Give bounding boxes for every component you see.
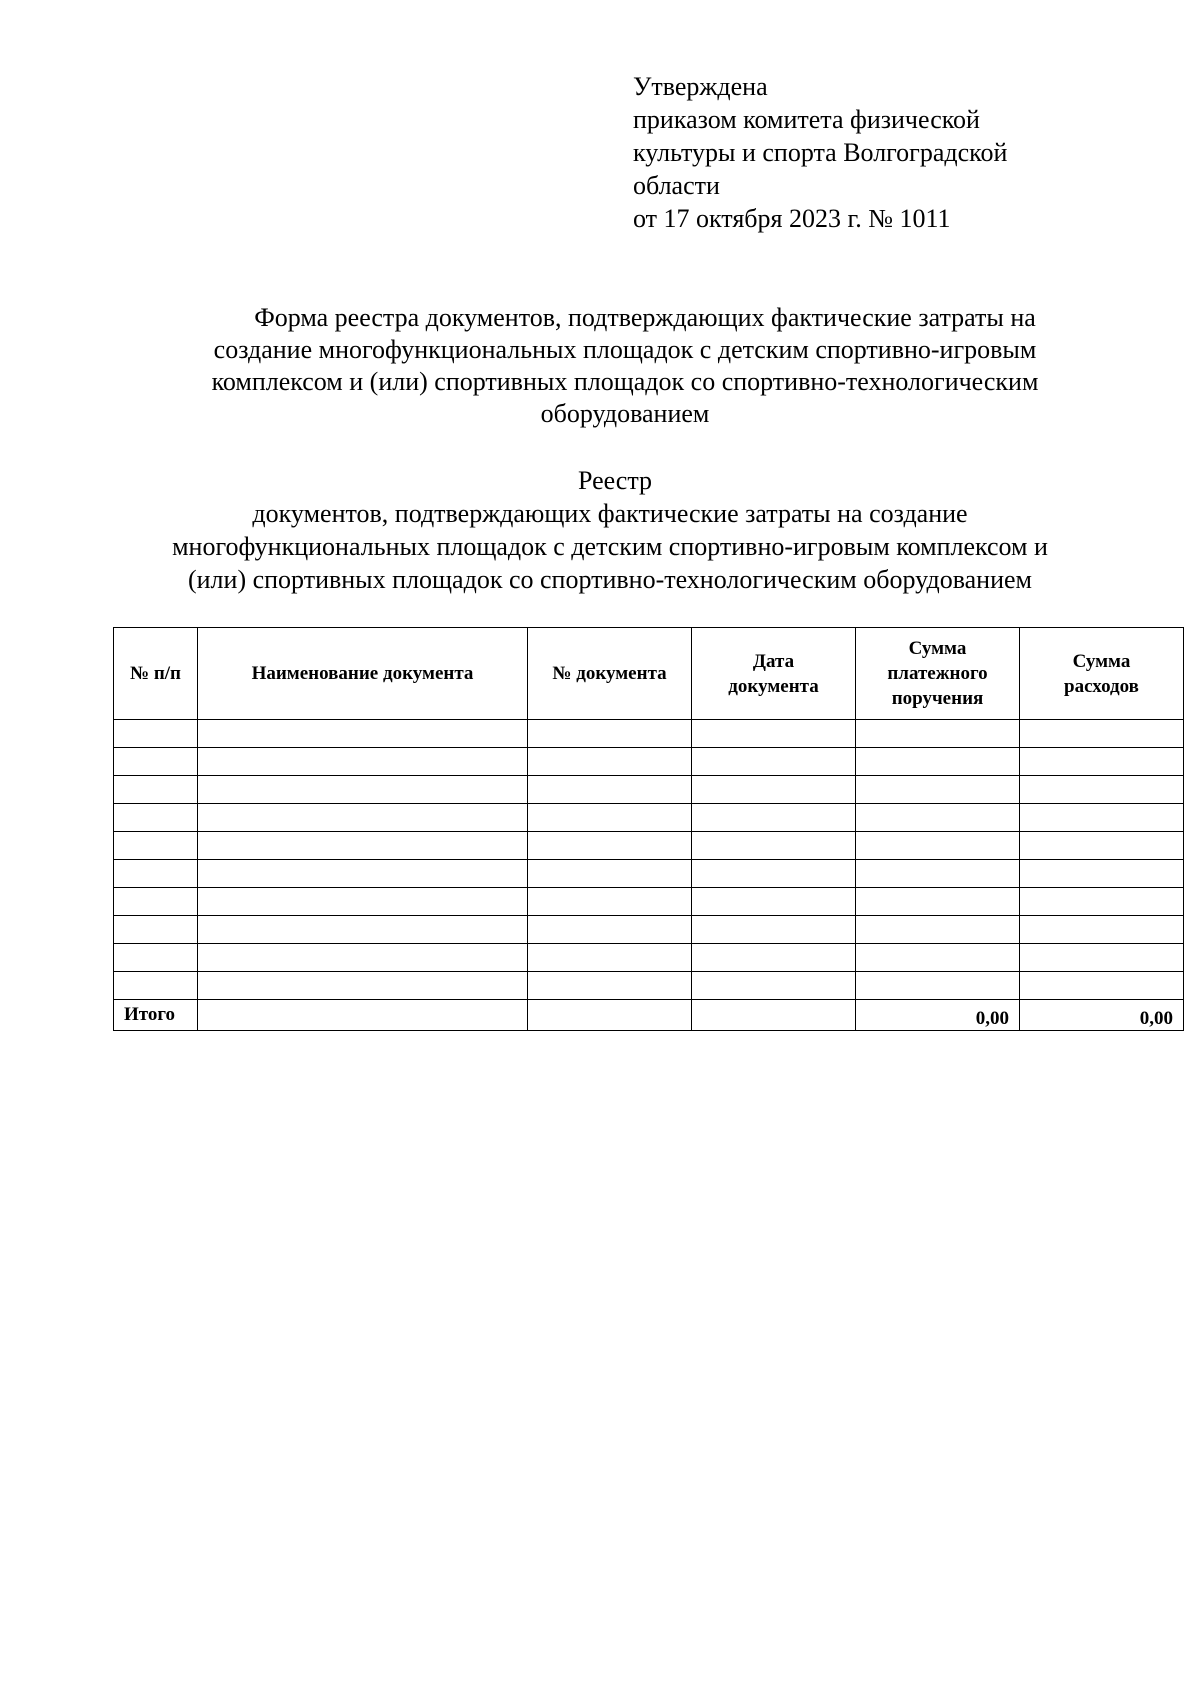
table-cell	[198, 1000, 528, 1031]
table-cell	[856, 832, 1020, 860]
table-cell	[1020, 804, 1184, 832]
table-cell	[528, 720, 692, 748]
table-cell	[856, 720, 1020, 748]
table-cell	[528, 804, 692, 832]
table-cell	[856, 804, 1020, 832]
table-cell	[692, 776, 856, 804]
table-cell	[114, 972, 198, 1000]
table-cell	[198, 776, 528, 804]
table-row	[114, 916, 1184, 944]
approval-line: культуры и спорта Волгоградской	[633, 138, 1008, 167]
table-cell	[114, 804, 198, 832]
table-cell	[1020, 776, 1184, 804]
header-text-line: документа	[728, 675, 819, 697]
table-cell	[198, 972, 528, 1000]
registry-table	[113, 627, 1184, 1031]
total-label: Итого	[114, 1000, 198, 1031]
table-row	[114, 888, 1184, 916]
table-cell	[528, 748, 692, 776]
approval-line: области	[633, 171, 720, 200]
table-cell	[1020, 720, 1184, 748]
table-cell	[692, 832, 856, 860]
header-document-date	[692, 628, 856, 720]
table-cell	[856, 944, 1020, 972]
registry-heading-line: (или) спортивных площадок со спортивно-технологическим оборудованием	[187, 565, 1032, 594]
table-cell	[528, 832, 692, 860]
table-cell	[692, 804, 856, 832]
table-cell	[198, 888, 528, 916]
table-cell	[692, 944, 856, 972]
table-cell	[1020, 748, 1184, 776]
table-cell	[692, 972, 856, 1000]
header-text-line: расходов	[1064, 675, 1139, 697]
table-cell	[856, 888, 1020, 916]
table-row	[114, 804, 1184, 832]
form-title-line: комплексом и (или) спортивных площадок со спортивно-технологическим	[211, 367, 1039, 396]
table-header-row	[114, 628, 1184, 720]
table-row	[114, 776, 1184, 804]
table-cell	[1020, 916, 1184, 944]
form-title-line: Форма реестра документов, подтверждающих фактические затраты на	[254, 303, 1036, 332]
table-cell	[1020, 888, 1184, 916]
table-cell	[1020, 832, 1184, 860]
table-cell	[198, 804, 528, 832]
table-cell	[198, 748, 528, 776]
total-expenses-sum: 0,00	[1020, 1000, 1184, 1031]
table-cell	[198, 832, 528, 860]
header-expenses-sum	[1020, 628, 1184, 720]
header-text-line: Сумма	[1072, 650, 1131, 672]
header-text-line: поручения	[891, 688, 984, 709]
table-cell	[114, 888, 198, 916]
table-cell	[528, 916, 692, 944]
table-cell	[856, 776, 1020, 804]
table-row	[114, 860, 1184, 888]
table-cell	[1020, 944, 1184, 972]
header-document-number: № документа	[528, 628, 692, 720]
table-cell	[528, 888, 692, 916]
table-cell	[1020, 972, 1184, 1000]
table-row	[114, 748, 1184, 776]
header-num: № п/п	[114, 628, 198, 720]
header-text-line: Дата	[752, 650, 795, 672]
table-cell	[528, 1000, 692, 1031]
registry-heading-line: многофункциональных площадок с детским спортивно-игровым комплексом и	[172, 532, 1048, 561]
table-cell	[692, 916, 856, 944]
registry-heading	[110, 464, 1110, 596]
form-title-line: создание многофункциональных площадок с детским спортивно-игровым	[213, 335, 1037, 364]
approval-block	[633, 70, 1103, 235]
table-cell	[856, 748, 1020, 776]
total-payment-sum: 0,00	[856, 1000, 1020, 1031]
table-cell	[692, 720, 856, 748]
table-cell	[198, 944, 528, 972]
registry-heading-line: документов, подтверждающих фактические затраты на создание	[252, 499, 968, 528]
table-row	[114, 720, 1184, 748]
form-title	[150, 302, 1100, 430]
table-row	[114, 972, 1184, 1000]
table-cell	[528, 944, 692, 972]
table-cell	[692, 1000, 856, 1031]
table-cell	[856, 860, 1020, 888]
table-cell	[198, 720, 528, 748]
table-cell	[692, 748, 856, 776]
approval-line: приказом комитета физической	[633, 105, 980, 134]
table-cell	[692, 888, 856, 916]
table-cell	[198, 916, 528, 944]
table-cell	[528, 860, 692, 888]
header-text-line: Сумма	[908, 638, 967, 659]
table-row	[114, 944, 1184, 972]
table-cell	[114, 832, 198, 860]
table-cell	[528, 776, 692, 804]
table-cell	[114, 748, 198, 776]
table-cell	[856, 916, 1020, 944]
header-text-line: платежного	[887, 663, 988, 684]
header-payment-sum	[856, 628, 1020, 720]
registry-heading-word: Реестр	[577, 466, 653, 495]
table-cell	[114, 776, 198, 804]
table-cell	[114, 720, 198, 748]
table-cell	[114, 944, 198, 972]
table-cell	[528, 972, 692, 1000]
table-cell	[856, 972, 1020, 1000]
form-title-line: оборудованием	[540, 399, 710, 428]
table-cell	[1020, 860, 1184, 888]
header-document-name: Наименование документа	[198, 628, 528, 720]
approval-line: Утверждена	[633, 72, 768, 101]
total-row	[114, 1000, 1184, 1031]
table-cell	[114, 916, 198, 944]
table-row	[114, 832, 1184, 860]
table-cell	[198, 860, 528, 888]
table-cell	[692, 860, 856, 888]
approval-line: от 17 октября 2023 г. № 1011	[633, 204, 951, 233]
table-body	[114, 720, 1184, 1031]
table-cell	[114, 860, 198, 888]
